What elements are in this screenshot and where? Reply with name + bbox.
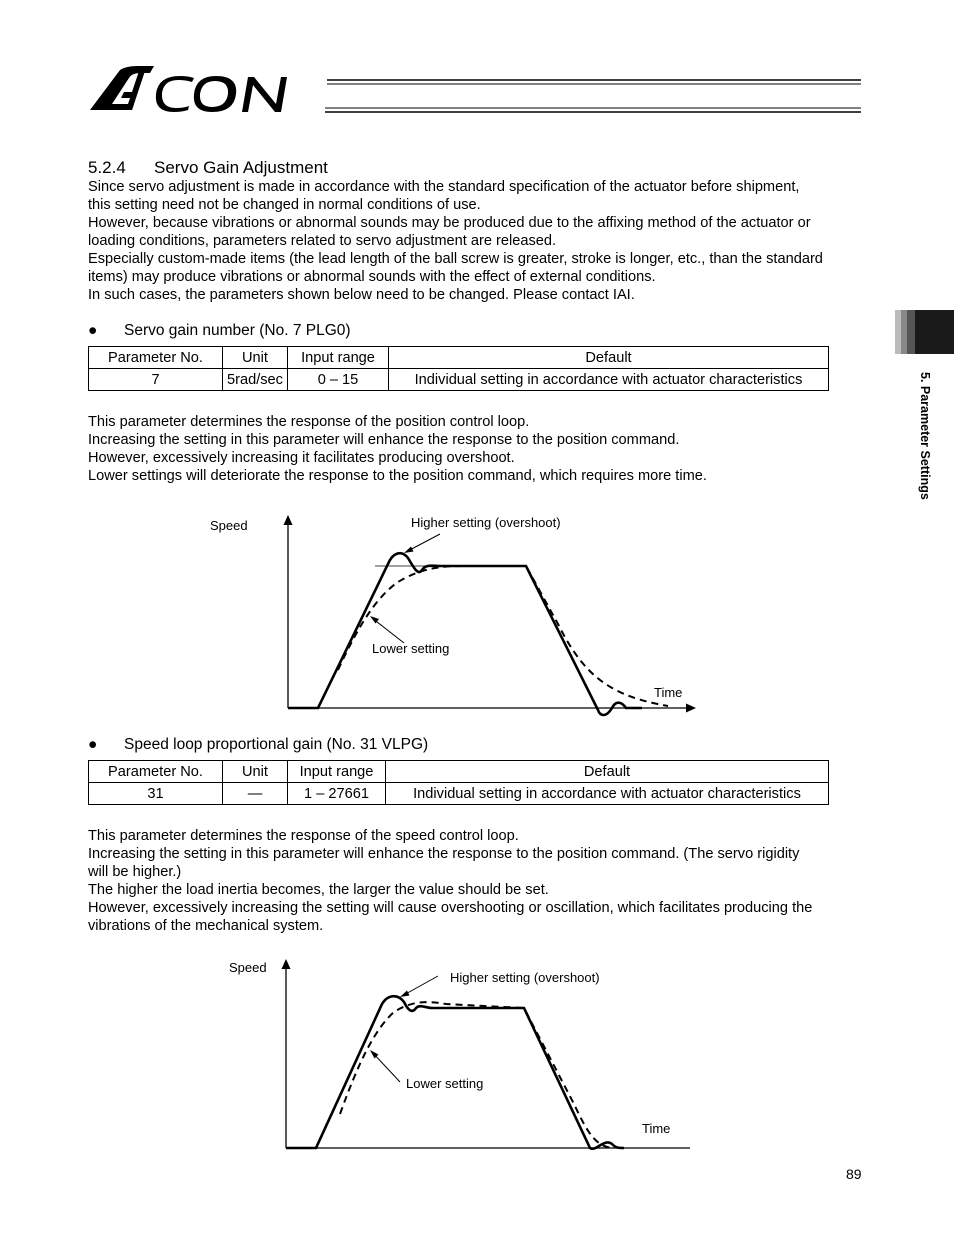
section-heading [88, 158, 328, 178]
table-cell: — [223, 783, 288, 805]
figure1-x-arrow-icon [686, 704, 696, 713]
table-header-cell: Unit [223, 347, 288, 369]
bullet-icon: ● [88, 322, 98, 339]
figure2-axes [282, 959, 691, 1148]
figure1-y-arrow-icon [284, 515, 293, 525]
description-line: The higher the load inertia becomes, the larger the value should be set. [88, 882, 549, 898]
figure2-higher-setting-curve [286, 996, 624, 1149]
description-line: Increasing the setting in this parameter will enhance the response to the position command. [88, 432, 680, 448]
figure1-response-graph [280, 512, 700, 720]
description-line: This parameter determines the response of the speed control loop. [88, 828, 519, 844]
intro-line: In such cases, the parameters shown below need to be changed. Please contact IAI. [88, 287, 635, 303]
acon-logo-icon [88, 64, 324, 114]
description-line: vibrations of the mechanical system. [88, 918, 324, 934]
chapter-tab [895, 310, 954, 354]
table-cell: Individual setting in accordance with actuator characteristics [389, 369, 829, 391]
table-header-row [89, 347, 829, 369]
figure1-higher-setting-curve [288, 553, 642, 715]
table-header-cell: Input range [288, 761, 386, 783]
intro-line: However, because vibrations or abnormal sounds may be produced due to the affixing method of the actuator or [88, 215, 811, 231]
param-heading-text: Speed loop proportional gain (No. 31 VLPG) [124, 736, 429, 753]
figure1-high-label: Higher setting (overshoot) [411, 515, 561, 530]
param-table-plg0 [88, 346, 829, 391]
param-heading-vlpg [88, 736, 428, 754]
header-rule-lines [325, 78, 863, 114]
figure1-xlabel: Time [654, 685, 683, 700]
bullet-icon: ● [88, 736, 98, 753]
description-line: Increasing the setting in this parameter will enhance the response to the position command. (The servo rigidity [88, 846, 800, 862]
figure1-high-pointer-arrow-icon [404, 547, 414, 554]
table-header-row [89, 761, 829, 783]
description-line: Lower settings will deteriorate the response to the position command, which requires more time. [88, 468, 707, 484]
figure2-y-arrow-icon [282, 959, 291, 969]
intro-line: Since servo adjustment is made in accordance with the standard specification of the actuator before shipment, [88, 179, 800, 195]
param-heading-text: Servo gain number (No. 7 PLG0) [124, 322, 351, 339]
table-cell: 1 – 27661 [288, 783, 386, 805]
table-header-cell: Input range [288, 347, 389, 369]
table-header-cell: Default [386, 761, 829, 783]
table-header-cell: Parameter No. [89, 347, 223, 369]
intro-line: items) may produce vibrations or abnormal sounds with the effect of external conditions. [88, 269, 656, 285]
param-description-plg0 [88, 413, 873, 485]
table-row [89, 783, 829, 805]
description-line: will be higher.) [88, 864, 182, 880]
table-cell: Individual setting in accordance with actuator characteristics [386, 783, 829, 805]
param-description-vlpg [88, 827, 873, 935]
intro-line: loading conditions, parameters related to servo adjustment are released. [88, 233, 557, 249]
figure2-high-pointer-arrow-icon [400, 991, 410, 998]
figure1-ylabel: Speed [210, 518, 248, 533]
section-title: Servo Gain Adjustment [154, 158, 328, 177]
description-line: However, excessively increasing it facilitates producing overshoot. [88, 450, 515, 466]
table-cell: 31 [89, 783, 223, 805]
figure1-axes [284, 515, 697, 713]
figure2-xlabel: Time [642, 1121, 671, 1136]
intro-line: this setting need not be changed in normal conditions of use. [88, 197, 481, 213]
figure2-high-label: Higher setting (overshoot) [450, 970, 600, 985]
chapter-label: 5. Parameter Settings [918, 372, 932, 500]
figure2-low-label: Lower setting [406, 1076, 484, 1091]
table-row [89, 369, 829, 391]
table-cell: 0 – 15 [288, 369, 389, 391]
table-cell: 5rad/sec [223, 369, 288, 391]
param-heading-plg0 [88, 322, 351, 340]
param-table-vlpg [88, 760, 829, 805]
description-line: This parameter determines the response of the position control loop. [88, 414, 530, 430]
intro-line: Especially custom-made items (the lead length of the ball screw is greater, stroke is longer, etc., than the standard [88, 251, 823, 267]
figure2-lower-setting-curve [340, 1002, 612, 1148]
figure1-lower-setting-curve [338, 566, 668, 706]
figure2-response-graph [278, 954, 698, 1158]
figure1-low-label: Lower setting [372, 641, 450, 656]
table-header-cell: Parameter No. [89, 761, 223, 783]
table-header-cell: Default [389, 347, 829, 369]
table-cell: 7 [89, 369, 223, 391]
page-number: 89 [846, 1166, 862, 1182]
section-number: 5.2.4 [88, 158, 126, 177]
intro-paragraph [88, 178, 873, 304]
figure2-ylabel: Speed [229, 960, 267, 975]
table-header-cell: Unit [223, 761, 288, 783]
description-line: However, excessively increasing the setting will cause overshooting or oscillation, which facilitates producing the [88, 900, 813, 916]
